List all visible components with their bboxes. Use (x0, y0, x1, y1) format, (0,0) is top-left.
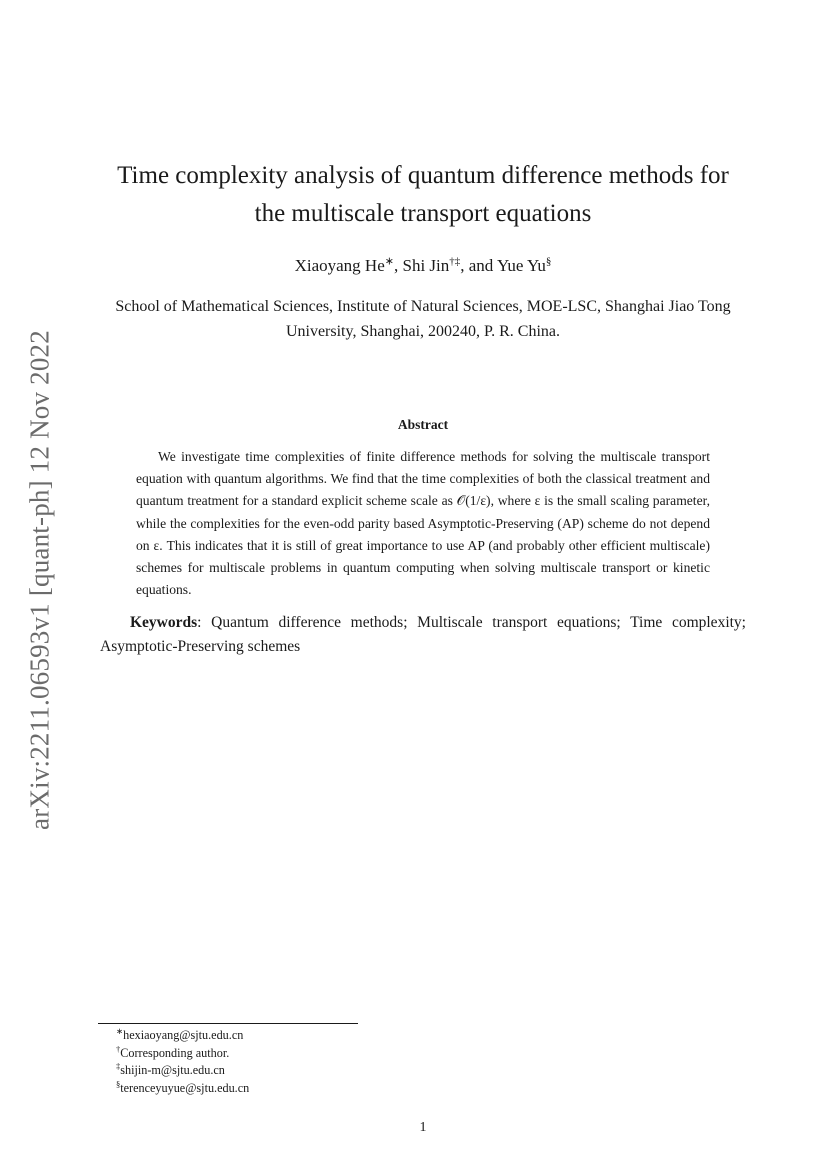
footnotes (116, 1027, 249, 1097)
author-affiliation: School of Mathematical Sciences, Institute of Natural Sciences, MOE-LSC, Shanghai Jiao Tong University, Shanghai, 200240, P. R. China. (115, 298, 731, 340)
footnote-text: hexiaoyang@sjtu.edu.cn (123, 1028, 244, 1042)
keywords-label: Keywords (130, 614, 198, 631)
abstract-heading: Abstract (397, 417, 449, 432)
abstract-body: We investigate time complexities of finite difference methods for solving the multiscale transport equation with quantum algorithms. We find that the time complexities of both the classical treatment and quantum treatment for a standard explicit scheme scale as 𝒪(1/ε), where ε is the small scaling parameter, while the complexities for the even-odd parity based Asymptotic-Preserving (AP) scheme do not depend on ε. This indicates that it is still of great importance to use AP (and probably other efficient multiscale) schemes for multiscale problems in quantum computing when solving multiscale transport or kinetic equations. (136, 449, 710, 598)
footnote-text: Corresponding author. (120, 1045, 230, 1060)
keywords-text: Quantum difference methods; Multiscale transport equations; Time complexity; Asymptotic-Preserving schemes (100, 614, 746, 655)
arxiv-identifier-stamp: arXiv:2211.06593v1 [quant-ph] 12 Nov 2022 (24, 330, 55, 830)
author-separator: , (393, 256, 403, 275)
footnote-mark: ∗ (116, 1025, 124, 1036)
footnote-mark: † (116, 1043, 121, 1054)
keywords-colon: : (197, 614, 212, 631)
author-separator: , and (460, 256, 497, 275)
author-list (100, 256, 746, 276)
footnote-mark: †‡ (449, 255, 461, 268)
author-name: Yue Yu (496, 256, 546, 275)
footnote-mark: § (116, 1078, 121, 1089)
footnote-mark: § (545, 255, 552, 268)
footnote-mark: ‡ (116, 1060, 121, 1071)
author-name: Shi Jin (402, 256, 450, 275)
footnote-text: shijin-m@sjtu.edu.cn (120, 1063, 225, 1077)
keywords-section (100, 611, 746, 659)
footnote-divider (98, 1023, 358, 1024)
footnote-text: terenceyuyue@sjtu.edu.cn (120, 1080, 250, 1095)
page-number: 1 (419, 1120, 427, 1135)
author-name: Xiaoyang He (294, 256, 385, 275)
footnote-mark: ∗ (384, 255, 394, 268)
paper-title: Time complexity analysis of quantum difference methods for the multiscale transport equations (117, 162, 729, 227)
footnote-item (116, 1062, 249, 1080)
footnote-item (116, 1045, 249, 1063)
footnote-item (116, 1080, 249, 1098)
footnote-item (116, 1027, 249, 1045)
